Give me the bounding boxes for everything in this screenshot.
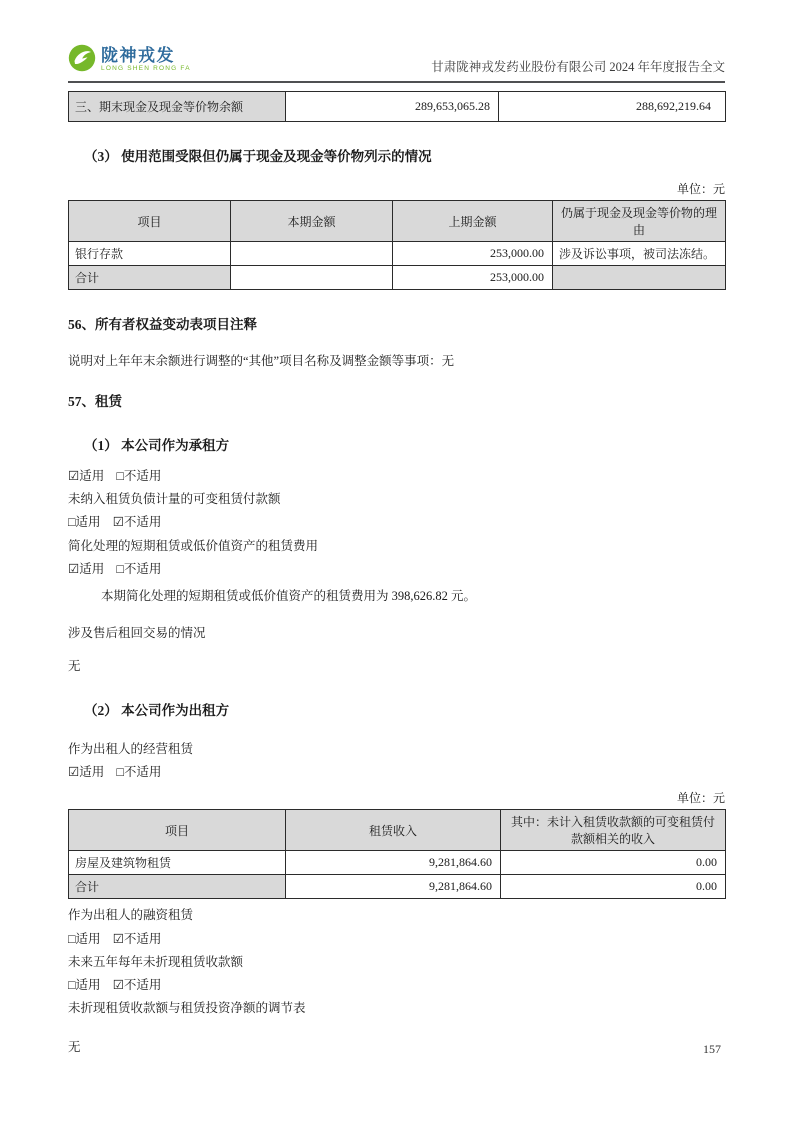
logo-company-name-pinyin: LONG SHEN RONG FA — [101, 65, 191, 73]
variable-income-cell: 0.00 — [501, 851, 726, 875]
header-prior: 上期金额 — [393, 201, 553, 242]
checkbox-not-applicable: ☑不适用 — [112, 931, 162, 946]
table-header-row — [69, 201, 726, 242]
prior-cell: 253,000.00 — [393, 242, 553, 266]
variable-income-cell: 0.00 — [501, 875, 726, 899]
item-cell: 合计 — [69, 875, 286, 899]
checkbox-not-applicable: ☑不适用 — [112, 515, 162, 530]
subsection-heading-lessor: （2） 本公司作为出租方 — [84, 703, 230, 719]
current-amount-cell: 289,653,065.28 — [286, 92, 499, 122]
page-number: 157 — [703, 1042, 721, 1056]
header-item: 项目 — [69, 810, 286, 851]
checkbox-applicable: ☑适用 — [68, 765, 105, 780]
applicability-line — [68, 766, 725, 779]
checkbox-applicable: ☑适用 — [68, 469, 105, 484]
income-cell: 9,281,864.60 — [286, 851, 501, 875]
checkbox-applicable: □适用 — [68, 931, 101, 946]
future-receipts-label: 未来五年每年未折现租赁收款额 — [68, 954, 244, 969]
restricted-cash-table — [68, 200, 726, 290]
table-total-row — [69, 875, 726, 899]
company-logo — [68, 44, 191, 76]
applicability-line — [68, 516, 725, 529]
applicability-line — [68, 563, 725, 576]
item-cell: 合计 — [69, 266, 231, 290]
reconciliation-label: 未折现租赁收款额与租赁投资净额的调节表 — [68, 1000, 306, 1015]
finance-lease-label: 作为出租人的融资租赁 — [68, 908, 194, 923]
table-row — [69, 851, 726, 875]
checkbox-applicable: □适用 — [68, 977, 101, 992]
operating-lease-label: 作为出租人的经营租赁 — [68, 742, 194, 757]
checkbox-not-applicable: ☑不适用 — [112, 977, 162, 992]
header-item: 项目 — [69, 201, 231, 242]
prior-amount-cell: 288,692,219.64 — [499, 92, 726, 122]
row-label-cell: 三、期末现金及现金等价物余额 — [69, 92, 286, 122]
table-header-row — [69, 810, 726, 851]
applicability-line — [68, 933, 725, 946]
header-reason: 仍属于现金及现金等价物的理由 — [553, 201, 726, 242]
applicability-line — [68, 979, 725, 992]
checkbox-not-applicable: □不适用 — [116, 469, 162, 484]
income-cell: 9,281,864.60 — [286, 875, 501, 899]
reason-cell: 涉及诉讼事项，被司法冻结。 — [553, 242, 726, 266]
checkbox-applicable: □适用 — [68, 515, 101, 530]
item-cell: 房屋及建筑物租赁 — [69, 851, 286, 875]
variable-lease-payment-label: 未纳入租赁负债计量的可变租赁付款额 — [68, 492, 281, 507]
lease-income-table — [68, 809, 726, 899]
short-term-lease-expense-note: 本期简化处理的短期租赁或低价值资产的租赁费用为 398,626.82 元。 — [101, 588, 477, 603]
table-row — [69, 242, 726, 266]
table-row — [69, 92, 726, 122]
header-variable-income: 其中：未计入租赁收款额的可变租赁付款额相关的收入 — [501, 810, 726, 851]
item-cell: 银行存款 — [69, 242, 231, 266]
current-cell — [231, 266, 393, 290]
sale-leaseback-label: 涉及售后租回交易的情况 — [68, 625, 206, 640]
equity-adjustment-note: 说明对上年年末余额进行调整的“其他”项目名称及调整金额等事项：无 — [68, 354, 455, 368]
checkbox-not-applicable: □不适用 — [116, 765, 162, 780]
section-heading-restricted-cash: （3） 使用范围受限但仍属于现金及现金等价物列示的情况 — [84, 149, 432, 164]
cash-equivalents-summary-table — [68, 91, 726, 122]
unit-label: 单位：元 — [676, 182, 725, 196]
reconciliation-value: 无 — [68, 1040, 81, 1054]
section-heading-lease: 57、租赁 — [68, 394, 122, 410]
applicability-line — [68, 470, 725, 483]
report-title: 甘肃陇神戎发药业股份有限公司 2024 年年度报告全文 — [431, 60, 725, 74]
checkbox-applicable: ☑适用 — [68, 561, 105, 576]
table-total-row — [69, 266, 726, 290]
short-term-lease-label: 简化处理的短期租赁或低价值资产的租赁费用 — [68, 538, 319, 553]
current-cell — [231, 242, 393, 266]
header-income: 租赁收入 — [286, 810, 501, 851]
unit-label: 单位：元 — [676, 791, 725, 806]
reason-cell — [553, 266, 726, 290]
header-current: 本期金额 — [231, 201, 393, 242]
prior-cell: 253,000.00 — [393, 266, 553, 290]
section-heading-equity-notes: 56、所有者权益变动表项目注释 — [68, 317, 257, 332]
logo-bird-icon — [68, 44, 96, 76]
logo-company-name: 陇神戎发 — [101, 46, 175, 66]
subsection-heading-lessee: （1） 本公司作为承租方 — [84, 438, 230, 454]
sale-leaseback-value: 无 — [68, 659, 81, 673]
page-header — [68, 44, 725, 83]
checkbox-not-applicable: □不适用 — [116, 561, 162, 576]
